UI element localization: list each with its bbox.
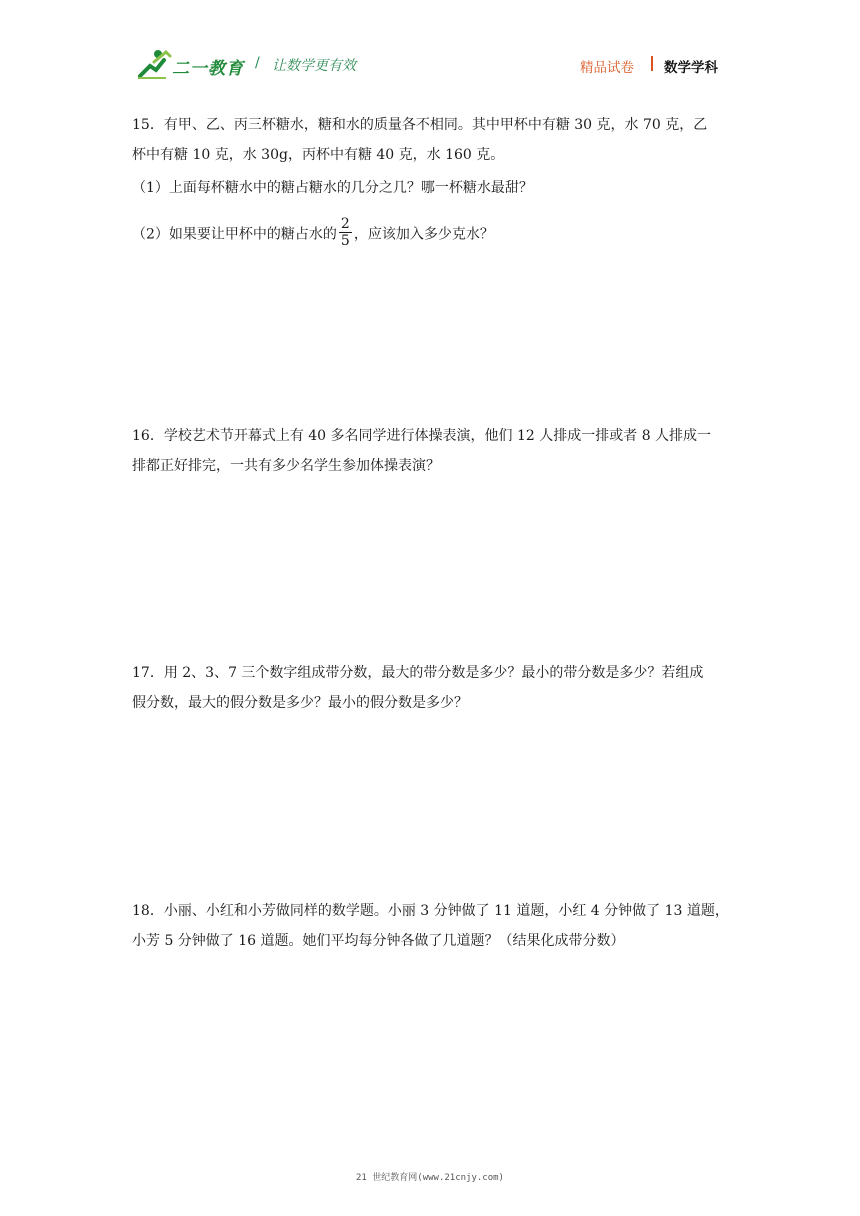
question-18-line-2: 小芳 5 分钟做了 16 道题。她们平均每分钟各做了几道题？（结果化成带分数） <box>132 933 625 949</box>
question-15-part-1: （1）上面每杯糖水中的糖占糖水的几分之几？哪一杯糖水最甜？ <box>132 180 533 196</box>
question-15 <box>132 110 732 170</box>
question-17 <box>132 658 732 718</box>
question-15-part-2 <box>132 218 494 251</box>
slogan-separator: / <box>255 55 260 71</box>
logo-text: 二一教育 <box>172 59 244 79</box>
brand-divider <box>651 56 653 71</box>
question-16 <box>132 421 732 481</box>
fraction-two-fifths <box>339 216 352 249</box>
page-header <box>0 0 860 92</box>
fraction-numerator: 2 <box>340 216 350 232</box>
question-16-line-1: 16．学校艺术节开幕式上有 40 多名同学进行体操表演，他们 12 人排成一排或者 8 人排成一 <box>132 428 712 444</box>
question-15-part-2-text-after: ，应该加入多少克水？ <box>353 226 494 243</box>
question-15-part-2-text-before: （2）如果要让甲杯中的糖占水的 <box>132 226 337 243</box>
question-17-line-2: 假分数，最大的假分数是多少？最小的假分数是多少？ <box>132 695 468 711</box>
question-17-line-1: 17．用 2、3、7 三个数字组成带分数，最大的带分数是多少？最小的带分数是多少？若组成 <box>132 665 704 681</box>
question-18-line-1: 18．小丽、小红和小芳做同样的数学题。小丽 3 分钟做了 11 道题，小红 4 分钟做了 13 道题， <box>132 903 729 919</box>
slogan: 让数学更有效 <box>272 58 356 74</box>
question-16-line-2: 排都正好排完，一共有多少名学生参加体操表演？ <box>132 458 440 474</box>
brand-label-quality-papers: 精品试卷 <box>580 60 634 76</box>
question-15-line-2: 杯中有糖 10 克，水 30g，丙杯中有糖 40 克，水 160 克。 <box>132 147 505 163</box>
brand-label-subject: 数学学科 <box>664 60 718 76</box>
question-18 <box>132 896 732 956</box>
question-15-line-1: 15．有甲、乙、丙三杯糖水，糖和水的质量各不相同。其中甲杯中有糖 30 克，水 70 克，乙 <box>132 117 708 133</box>
fraction-denominator: 5 <box>340 233 350 249</box>
page-footer: 21 世纪教育网(www.21cnjy.com) <box>356 1173 504 1183</box>
